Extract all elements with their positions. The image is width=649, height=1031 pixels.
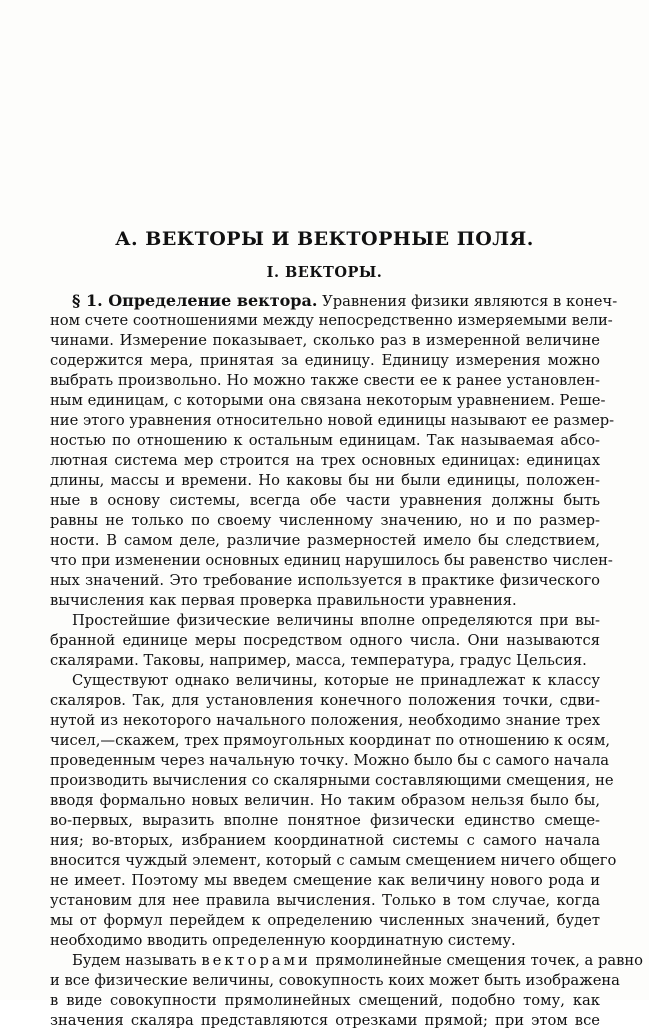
text-line: чинами. Измерение показывает, сколько раз в измеренной величине (50, 332, 600, 349)
text-line: чисел,—скажем, трех прямоугольных координат по отношению к осям, (50, 732, 611, 749)
text-line: проведенным через начальную точку. Можно было бы с самого начала (50, 752, 610, 769)
text-line: Простейшие физические величины вполне определяются при вы- (72, 612, 600, 629)
text-line: равны не только по своему численному значению, но и по размер- (50, 512, 600, 529)
text-line: не имеет. Поэтому мы введем смещение как величину нового рода и (50, 872, 600, 889)
text-line: содержится мера, принятая за единицу. Единицу измерения можно (50, 352, 600, 369)
text-line: длины, массы и времени. Но каковы бы ни были единицы, положен- (50, 472, 600, 489)
text-line: ностью по отношению к остальным единицам. Так называемая абсо- (50, 432, 600, 449)
text-line: скалярами. Таковы, например, масса, температура, градус Цельсия. (50, 652, 587, 669)
text-line: мы от формул перейдем к определению численных значений, будет (50, 912, 600, 929)
text-line: необходимо вводить определенную координатную систему. (50, 932, 516, 949)
text-line: выбрать произвольно. Но можно также свести ее к ранее установлен- (50, 372, 600, 389)
text-line: ных значений. Это требование используется в практике физического (50, 572, 600, 589)
text-line: ные в основу системы, всегда обе части уравнения должны быть (50, 492, 600, 509)
text-line: вводя формально новых величин. Но таким образом нельзя было бы, (50, 792, 600, 809)
text-line: лютная система мер строится на трех основных единицах: единицах (50, 452, 600, 469)
text-line: ном счете соотношениями между непосредственно измеряемыми вели- (50, 312, 613, 329)
part-title: А. ВЕКТОРЫ И ВЕКТОРНЫЕ ПОЛЯ. (115, 228, 534, 250)
text-line: § 1. Определение вектора. Уравнения физики являются в конеч- (72, 291, 618, 310)
text-line: нутой из некоторого начального положения, необходимо знание трех (50, 712, 600, 729)
text-line: ности. В самом деле, различие размерностей имело бы следствием, (50, 532, 600, 549)
emphasized-term: векторами (201, 952, 311, 969)
text-line: бранной единице меры посредством одного числа. Они называются (50, 632, 600, 649)
text-line: Существуют однако величины, которые не принадлежат к классу (72, 672, 600, 689)
text-line: ния; во-вторых, избранием координатной системы с самого начала (50, 832, 600, 849)
text-line: ным единицам, с которыми она связана некоторым уравнением. Реше- (50, 392, 606, 409)
text-line: установим для нее правила вычисления. Только в том случае, когда (50, 892, 600, 909)
text-line: во-первых, выразить вполне понятное физически единство смеще- (50, 812, 600, 829)
text-line: вычисления как первая проверка правильности уравнения. (50, 592, 517, 609)
text-line: что при изменении основных единиц нарушилось бы равенство числен- (50, 552, 613, 569)
chapter-title: I. ВЕКТОРЫ. (266, 264, 383, 281)
text-line: скаляров. Так, для установления конечного положения точки, сдви- (50, 692, 600, 709)
text-line: Будем называть векторами прямолинейные смещения точек, а равно (72, 952, 644, 969)
section-heading: § 1. Определение вектора. (72, 291, 318, 310)
text-line: вносится чуждый элемент, который с самым смещением ничего общего (50, 852, 617, 869)
text-line: в виде совокупности прямолинейных смещений, подобно тому, как (50, 992, 600, 1009)
body-text (50, 291, 644, 1031)
text-line: производить вычисления со скалярными составляющими смещения, не (50, 772, 614, 789)
text-line: ние этого уравнения относительно новой единицы называют ее размер- (50, 412, 615, 429)
text-line: и все физические величины, совокупность коих может быть изображена (50, 972, 620, 989)
text-line: значения скаляра представляются отрезками прямой; при этом все (50, 1012, 600, 1029)
